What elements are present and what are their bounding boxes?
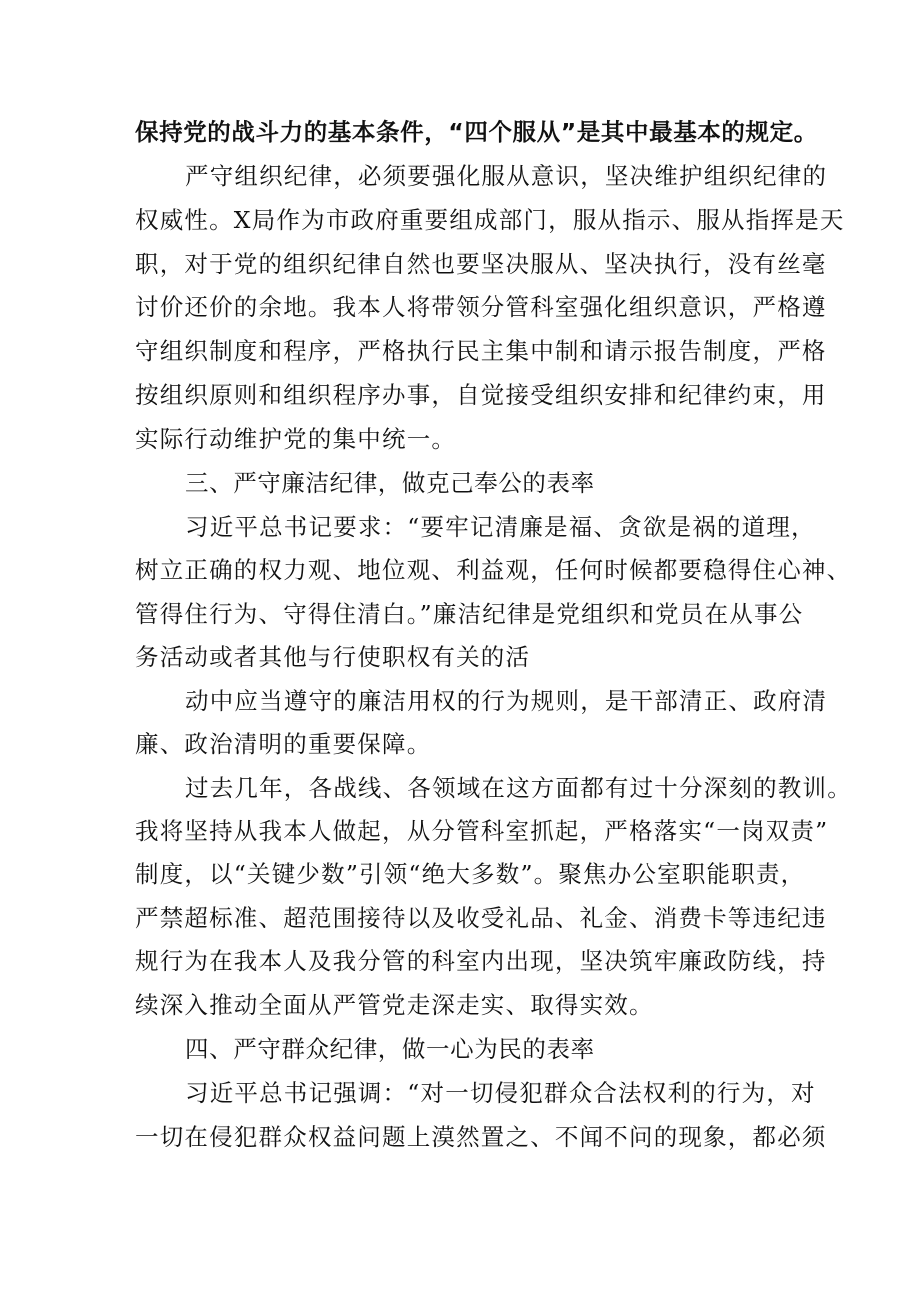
paragraph-line: 规行为在我本人及我分管的科室内出现，坚决筑牢廉政防线，持 <box>135 947 827 975</box>
paragraph-line: 习近平总书记强调：“对一切侵犯群众合法权利的行为，对 <box>185 1079 816 1107</box>
paragraph-line: 我将坚持从我本人做起，从分管科室抓起，严格落实“一岗双责” <box>135 817 829 845</box>
paragraph-line: 严禁超标准、超范围接待以及收受礼品、礼金、消费卡等违纪违 <box>135 904 827 932</box>
paragraph-line: 动中应当遵守的廉洁用权的行为规则，是干部清正、政府清 <box>185 687 828 715</box>
paragraph-line: 讨价还价的余地。我本人将带领分管科室强化组织意识，严格遵 <box>135 293 827 321</box>
paragraph-line: 制度，以“关键少数”引领“绝大多数”。聚焦办公室职能职责， <box>135 860 806 888</box>
paragraph-line: 职，对于党的组织纪律自然也要坚决服从、坚决执行，没有丝毫 <box>135 250 827 278</box>
paragraph-line: 管得住行为、守得住清白。”廉洁纪律是党组织和党员在从事公 <box>135 600 804 628</box>
paragraph-line: 一切在侵犯群众权益问题上漠然置之、不闻不问的现象，都必须 <box>135 1123 827 1151</box>
paragraph-line: 权威性。X局作为市政府重要组成部门，服从指示、服从指挥是天 <box>135 206 845 234</box>
section-heading: 三、严守廉洁纪律，做克己奉公的表率 <box>185 469 595 497</box>
paragraph-line: 严守组织纪律，必须要强化服从意识，坚决维护组织纪律的 <box>185 162 828 190</box>
paragraph-line: 务活动或者其他与行使职权有关的活 <box>135 643 531 671</box>
paragraph-line: 实际行动维护党的集中统一。 <box>135 425 457 453</box>
paragraph-line: 树立正确的权力观、地位观、利益观，任何时候都要稳得住心神、 <box>135 556 852 584</box>
paragraph-line: 过去几年，各战线、各领域在这方面都有过十分深刻的教训。 <box>185 774 852 802</box>
paragraph-line: 廉、政治清明的重要保障。 <box>135 730 432 758</box>
paragraph-line: 按组织原则和组织程序办事，自觉接受组织安排和纪律约束，用 <box>135 381 827 409</box>
section-heading: 四、严守群众纪律，做一心为民的表率 <box>185 1035 595 1063</box>
paragraph-line: 续深入推动全面从严管党走深走实、取得实效。 <box>135 991 654 1019</box>
paragraph-line: 习近平总书记要求：“要牢记清廉是福、贪欲是祸的道理， <box>185 513 816 541</box>
paragraph-line: 守组织制度和程序，严格执行民主集中制和请示报告制度，严格 <box>135 337 827 365</box>
paragraph-line: 保持党的战斗力的基本条件，“四个服从”是其中最基本的规定。 <box>135 118 818 146</box>
